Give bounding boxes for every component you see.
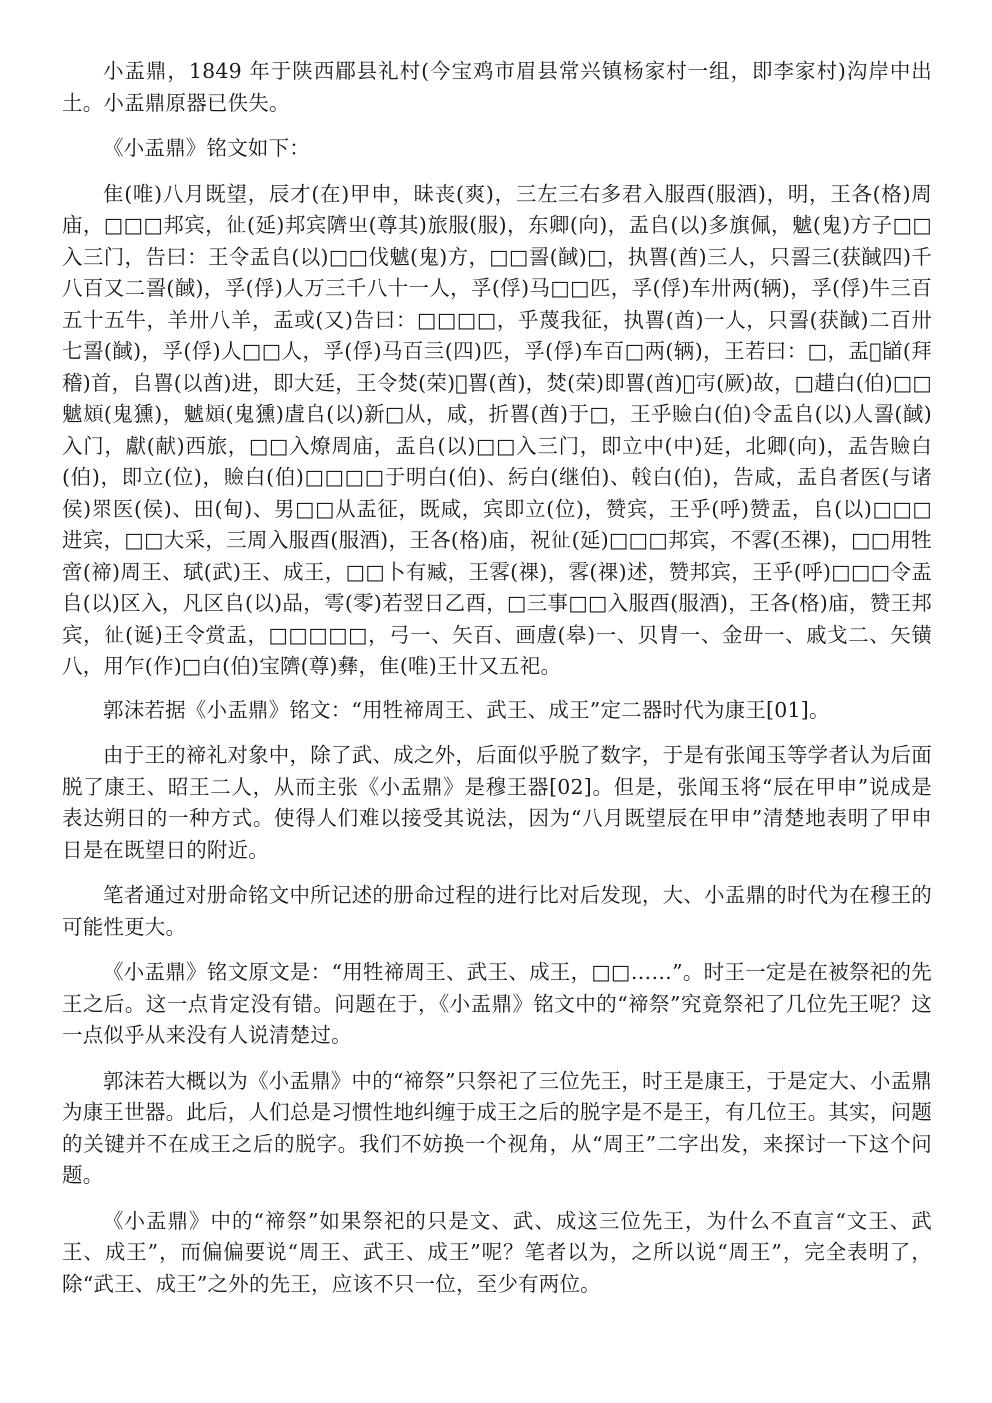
document-page bbox=[62, 56, 932, 1314]
paragraph-author-view: 笔者通过对册命铭文中所记述的册命过程的进行比对后发现，大、小盂鼎的时代为在穆王的可能性更大。 bbox=[62, 883, 932, 939]
paragraph-guo-moruo-dating: 郭沫若据《小盂鼎》铭文：“用牲禘周王、武王、成王”定二器时代为康王[01]。 bbox=[103, 697, 830, 722]
paragraph-guo-moruo-assumption: 郭沫若大概以为《小盂鼎》中的“禘祭”只祭祀了三位先王，时王是康王，于是定大、小盂鼎为康王世器。此后，人们总是习惯性地纠缠于成王之后的脱字是不是王，有几位王。其实，问题的关键并不在成王之后的脱字。我们不妨换一个视角，从“周王”二字出发，来探讨一下这个问题。 bbox=[62, 1068, 932, 1187]
paragraph-intro: 小盂鼎，1849 年于陕西郿县礼村(今宝鸡市眉县常兴镇杨家村一组，即李家村)沟岸中出土。小盂鼎原器已佚失。 bbox=[62, 59, 932, 115]
paragraph-zhou-wang-question: 《小盂鼎》中的“禘祭”如果祭祀的只是文、武、成这三位先王，为什么不直言“文王、武王、成王”，而偏偏要说“周王、武王、成王”呢？笔者以为，之所以说“周王”，完全表明了，除“武王、成王”之外的先王，应该不只一位，至少有两位。 bbox=[62, 1208, 932, 1296]
paragraph-original-text: 《小盂鼎》铭文原文是：“用牲禘周王、武王、成王，□□……”。时王一定是在被祭祀的先王之后。这一点肯定没有错。问题在于，《小盂鼎》铭文中的“禘祭”究竟祭祀了几位先王呢？这一点似乎从来没有人说清楚过。 bbox=[62, 960, 932, 1047]
paragraph-zhang-wenyu-argument: 由于王的禘礼对象中，除了武、成之外，后面似乎脱了数字，于是有张闻玉等学者认为后面脱了康王、昭王二人，从而主张《小盂鼎》是穆王器[02]。但是，张闻玉将“辰在甲申”说成是表达朔日的一种方式。使得人们难以接受其说法，因为“八月既望辰在甲申”清楚地表明了甲申日是在既望日的附近。 bbox=[62, 743, 932, 862]
paragraph-inscription-text: 隹(唯)八月既望，辰才(在)甲申，昧丧(爽)，三左三右多君入服酉(服酒)，明，王各(格)周庙，□□□邦宾，𢓊(延)邦宾隮㞢(尊其)旅服(服)，东卿(向)，盂𠂤(以)多旗佩，䰧(鬼)方子□□入三门，告曰：王令盂𠂤(以)□□伐䰧(鬼)方，□□䛐(馘)□，执嘼(酋)三人，只䛐三(获馘四)千八百又二䛐(馘)，孚(俘)人万三千八十一人，孚(俘)马□□匹，孚(俘)车卅两(辆)，孚(俘)牛三百五十五牛，羊卅八羊，盂或(又)告曰：□□□□，乎蔑我征，执嘼(酋)一人，只䛐(获馘)二百卅七䛐(馘)，孚(俘)人□□人，孚(俘)马百亖(四)匹，孚(俘)车百□两(辆)，王若曰：□，盂𢱭䭫(拜稽)首，𠂤嘼(以酋)进，即大廷，王令焚(荣)𨗵嘼(酋)，焚(荣)即嘼(酋)𨗵𡧍(厥)故，□趞白(伯)□□䰧𩑱(鬼獯)，䰧𩑱(鬼獯)虘𠂤(以)新□从，咸，折嘼(酋)于□，王乎𧸘白(伯)令盂𠂤(以)人䛐(馘)入门，獻(献)西旅，□□入燎周庙，盂𠂤(以)□□入三门，即立中(中)廷，北卿(向)，盂告𧸘白(伯)，即立(位)，𧸘白(伯)□□□□于明白(伯)、䊸白(继伯)、𢧢白(伯)，告咸，盂𠂤者医(与诸侯)眔医(侯)、田(甸)、男□□从盂征，既咸，宾即立(位)，赞宾，王乎(呼)赞盂，𠂤(以)□□□进宾，□□大采，三周入服酉(服酒)，王各(格)庙，祝𢓊(延)□□□邦宾，不𩂣(丕祼)，□□用牲啻(禘)周王、珷(武)王、成王，□□卜有臧，王𩂣(祼)，𩂣(祼)述，赞邦宾，王乎(呼)□□□令盂𠂤(以)区入，凡区𠂤(以)品，雩(零)若翌日乙酉，□三事□□入服酉(服酒)，王各(格)庙，赞王邦宾，𢓊(诞)王令赏盂，□□□□□，弓一、矢百、画䖒(皋)一、贝胄一、金毌一、戚戈二、矢𨱑八，用乍(作)□白(伯)宝隮(尊)彝，隹(唯)王卄又五祀。 bbox=[62, 181, 932, 678]
paragraph-inscription-heading: 《小盂鼎》铭文如下： bbox=[103, 136, 310, 160]
